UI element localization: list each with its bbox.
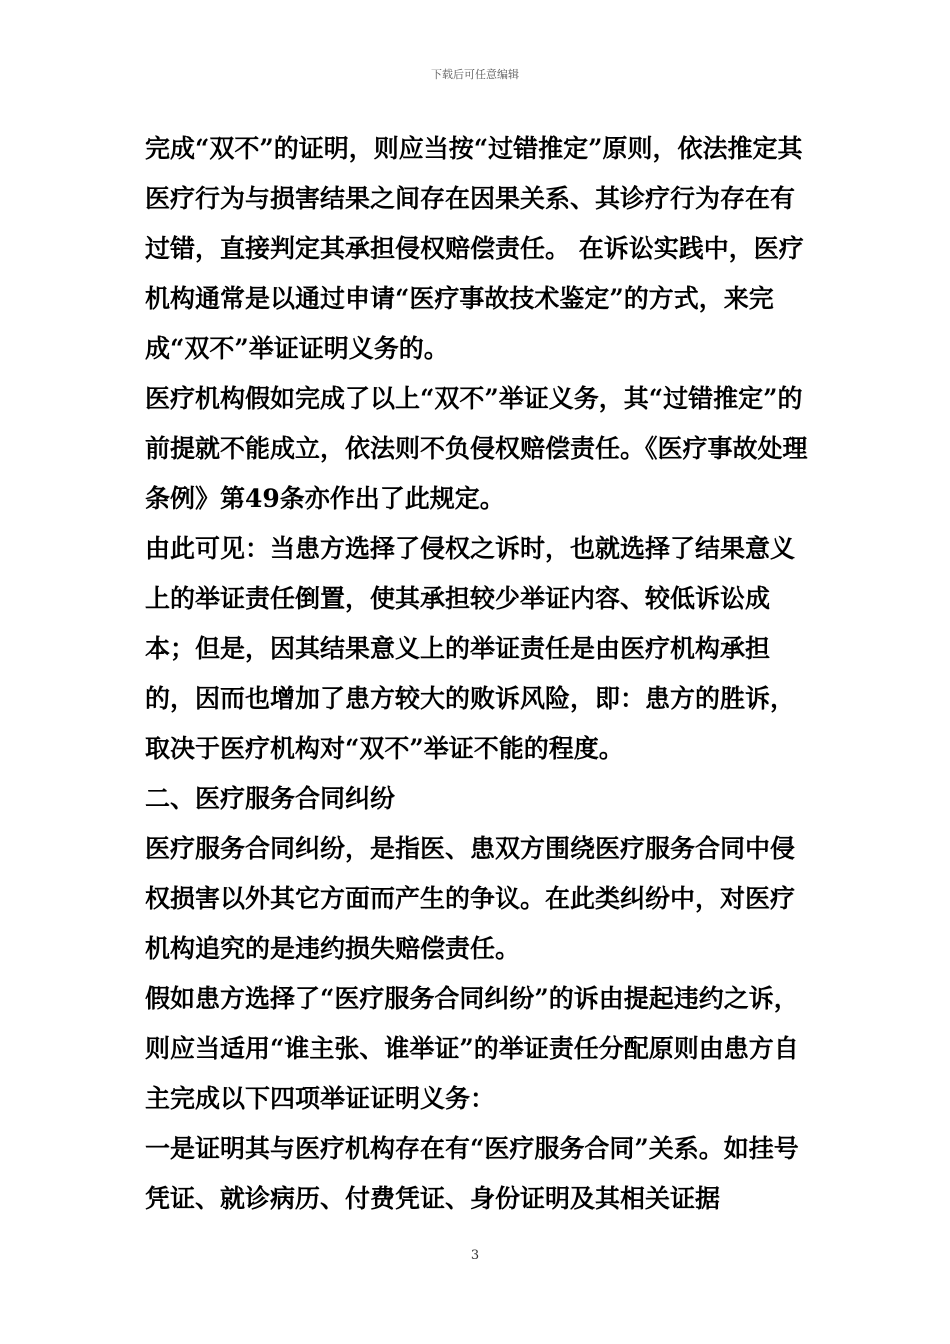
paragraph-6: 一是证明其与医疗机构存在有“医疗服务合同”关系。如挂号凭证、就诊病历、付费凭证、身份证明及其相关证据 [145,1134,799,1213]
page-number: 3 [470,1248,480,1263]
page-header-note: 下载后可任意编辑 [431,68,519,81]
document-body [145,124,810,1224]
paragraph-5: 假如患方选择了“医疗服务合同纠纷”的诉由提起违约之诉，则应当适用“谁主张、谁举证”的举证责任分配原则由患方自主完成以下四项举证证明义务： [145,984,799,1113]
paragraph-2: 医疗机构假如完成了以上“双不”举证义务，其“过错推定”的前提就不能成立，依法则不负侵权赔偿责任。《医疗事故处理条例》第49条亦作出了此规定。 [145,384,808,513]
paragraph-1: 完成“双不”的证明，则应当按“过错推定”原则，依法推定其医疗行为与损害结果之间存在因果关系、其诊疗行为存在有过错，直接判定其承担侵权赔偿责任。 在诉讼实践中，医疗机构通常是以通过申请“医疗事故技术鉴定”的方式，来完成“双不”举证证明义务的。 [145,134,804,363]
section-heading: 二、医疗服务合同纠纷 [145,784,396,813]
paragraph-3: 由此可见：当患方选择了侵权之诉时，也就选择了结果意义上的举证责任倒置，使其承担较少举证内容、较低诉讼成本；但是，因其结果意义上的举证责任是由医疗机构承担的，因而也增加了患方较大的败诉风险，即：患方的胜诉，取决于医疗机构对“双不”举证不能的程度。 [145,534,796,763]
paragraph-4: 医疗服务合同纠纷，是指医、患双方围绕医疗服务合同中侵权损害以外其它方面而产生的争议。在此类纠纷中，对医疗机构追究的是违约损失赔偿责任。 [145,834,796,963]
